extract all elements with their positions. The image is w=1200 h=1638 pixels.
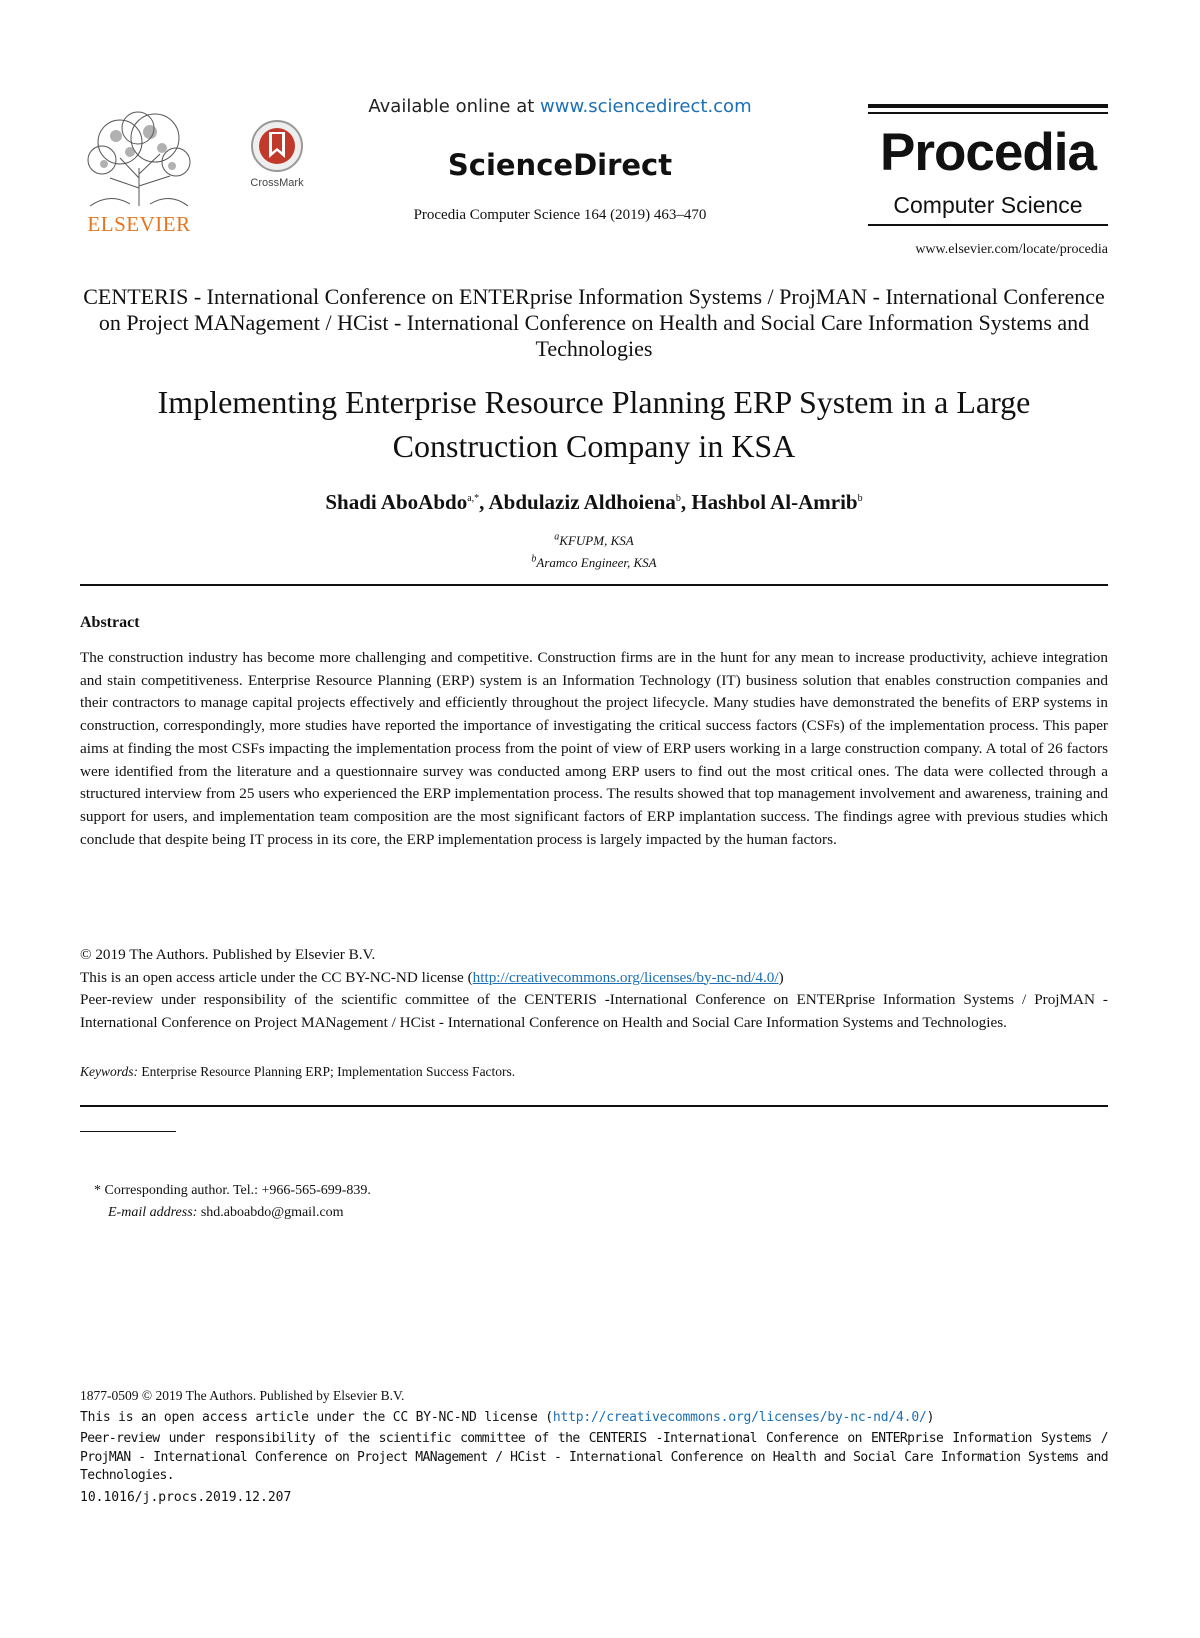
available-prefix: Available online at (368, 96, 541, 117)
copyright-line: © 2019 The Authors. Published by Elsevier B.V. (80, 946, 376, 963)
email-address (108, 1205, 344, 1221)
sciencedirect-title: ScienceDirect (447, 148, 673, 182)
license-suffix: ) (778, 968, 784, 986)
footer-license-link[interactable]: http://creativecommons.org/licenses/by-nc-nd/4.0/ (552, 1410, 927, 1425)
paper-title: Implementing Enterprise Resource Planning ERP System in a Large Construction Company in KSA (157, 384, 1031, 464)
journal-reference: Procedia Computer Science 164 (2019) 463–470 (413, 207, 707, 223)
email-value[interactable]: shd.aboabdo@gmail.com (197, 1205, 344, 1220)
elsevier-wordmark: ELSEVIER (87, 212, 191, 236)
conference-name: CENTERIS - International Conference on ENTERprise Information Systems / ProjMAN - International Conference on Project MANagement / HCist - International Conference on Health and Social Care Information Systems and Technologies (83, 284, 1105, 361)
footer-peer-review: Peer-review under responsibility of the scientific committee of the CENTERIS -International Conference on ENTERprise Information Systems / ProjMAN - International Conference on Project MANagement / HCist - International Conference on Health and Social Care Information Systems and Technologies. (80, 1431, 1108, 1483)
affiliation-sup: b (531, 553, 537, 565)
footer-license (80, 1410, 1108, 1425)
affiliation-sup: a (554, 531, 560, 543)
footer-license-prefix: This is an open access article under the CC BY-NC-ND license ( (80, 1410, 553, 1425)
crossmark-label: CrossMark (250, 177, 304, 189)
license-link[interactable]: http://creativecommons.org/licenses/by-nc-nd/4.0/ (472, 968, 779, 986)
abstract-heading: Abstract (80, 614, 140, 631)
procedia-rule-thick (868, 104, 1108, 108)
author-list (80, 490, 1108, 515)
doi[interactable]: 10.1016/j.procs.2019.12.207 (80, 1490, 292, 1505)
issn-line: 1877-0509 © 2019 The Authors. Published by Elsevier B.V. (80, 1388, 405, 1403)
author-sup: a,* (467, 493, 480, 504)
procedia-subtitle: Computer Science (893, 192, 1083, 218)
affiliation-text: KFUPM, KSA (559, 533, 634, 548)
procedia-rule-bottom (868, 224, 1108, 226)
affiliation-b (80, 555, 1108, 571)
abstract-top-rule (80, 584, 1108, 586)
affiliation-a (80, 533, 1108, 549)
abstract-body: The construction industry has become more challenging and competitive. Construction firms are in the hunt for any mean to increase productivity, achieve integration and stain competitiveness. Enterprise Resource Planning (ERP) system is an Information Technology (IT) business solution that enables construction companies and their contractors to manage capital projects effectively and efficiently throughout the project lifecycle. Many studies have demonstrated the benefits of ERP systems in construction, correspondingly, more studies have reported the importance of investigating the critical success factors (CSFs) of the implementation process. This paper aims at finding the most CSFs impacting the implementation process from the point of view of ERP users working in a large construction company. A total of 26 factors were identified from the literature and a questionnaire survey was conducted among ERP users to find out the most critical ones. The data were collected through a structured interview from 25 users who experienced the ERP implementation process. The results showed that top management involvement and awareness, training and support for users, and implementation team composition are the most significant factors of ERP implantation success. The findings agree with previous studies which conclude that despite being IT process in its core, the ERP implementation process is largely impacted by the human factors. (80, 649, 1108, 848)
corresponding-author: * Corresponding author. Tel.: +966-565-699-839. (94, 1183, 371, 1198)
peer-review-statement: Peer-review under responsibility of the scientific committee of the CENTERIS -International Conference on ENTERprise Information Systems / ProjMAN - International Conference on Project MANagement / HCist - International Conference on Health and Social Care Information Systems and Technologies. (80, 991, 1108, 1031)
keywords-label: Keywords: (80, 1064, 138, 1079)
copyright-block (80, 944, 1108, 1034)
author-sup: b (675, 493, 681, 504)
author-separator: , (680, 490, 692, 514)
procedia-rule-thin (868, 112, 1108, 114)
license-prefix: This is an open access article under the CC BY-NC-ND license ( (80, 968, 473, 986)
author-name: Shadi AboAbdo (325, 490, 468, 514)
license-line (80, 967, 1108, 990)
author-name: Hashbol Al-Amrib (691, 490, 858, 514)
abstract-bottom-rule (80, 1105, 1108, 1107)
procedia-brand: Procedia (880, 123, 1096, 182)
crossmark-badge[interactable] (244, 118, 310, 194)
journal-url[interactable]: www.elsevier.com/locate/procedia (915, 242, 1108, 257)
footer-license-suffix: ) (926, 1410, 935, 1425)
crossmark-icon (244, 118, 310, 176)
footnote-rule (80, 1131, 176, 1132)
keywords (80, 1064, 515, 1080)
author-name: Abdulaziz Aldhoiena (488, 490, 676, 514)
available-online (320, 96, 800, 117)
email-label: E-mail address: (108, 1205, 198, 1220)
affiliation-text: Aramco Engineer, KSA (536, 555, 657, 570)
author-sup: b (857, 493, 863, 504)
author-separator: , (479, 490, 489, 514)
sciencedirect-link[interactable]: www.sciencedirect.com (540, 96, 752, 117)
keywords-text: Enterprise Resource Planning ERP; Implementation Success Factors. (138, 1064, 516, 1079)
